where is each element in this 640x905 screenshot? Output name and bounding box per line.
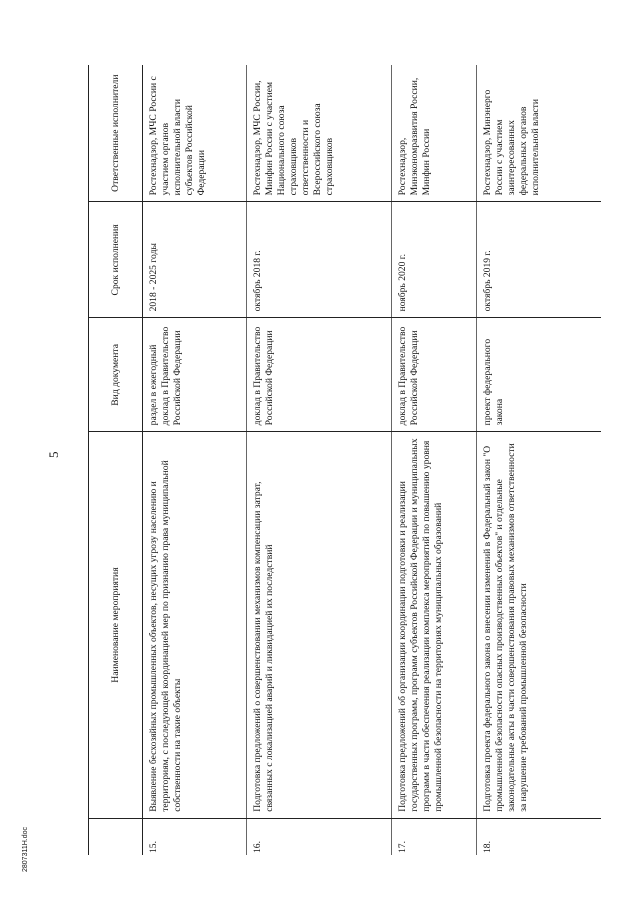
document-type: проект федерального закона [477,318,602,432]
measure-name: Подготовка предложений о совершенствовании механизмов компенсации затрат, связанных с локализацией аварий и ликвидацией их последствий [247,432,392,818]
table-row [392,65,477,855]
header-document-type: Вид документа [89,318,143,432]
header-number [89,818,143,855]
page-number: 5 [46,451,61,458]
document-type: доклад в Правительство Российской Федерации [392,318,477,432]
table-row [143,65,247,855]
measure-name: Выявление бесхозяйных промышленных объектов, несущих угрозу населению и территориям, с последующей координацией мер по признанию права муниципальной собственности на такие объекты [143,432,247,818]
header-responsible: Ответственные исполнители [89,65,143,202]
measure-name: Подготовка проекта федерального закона о внесении изменений в Федеральный закон "О промышленной безопасности опасных производственных объектов" и отдельные законодательные акты в части совершенствования правовых механизмов ответственности за нарушение требований промышленной безопасности [477,432,602,818]
document-type: доклад в Правительство Российской Федерации [247,318,392,432]
header-deadline: Срок исполнения [89,202,143,318]
row-number: 18. [477,818,602,855]
deadline: октябрь 2019 г. [477,202,602,318]
responsible: Ростехнадзор, МЧС России, Минфин России с участием Национального союза страховщиков ответственности и Всероссийского союза страховщиков [247,65,392,202]
table-row [247,65,392,855]
document-type: раздел в ежегодный доклад в Правительство Российской Федерации [143,318,247,432]
measures-table [88,65,601,855]
responsible: Ростехнадзор, МЧС России с участием органов исполнительной власти субъектов Российской Федерации [143,65,247,202]
table-header-row [89,65,143,855]
deadline: октябрь 2018 г. [247,202,392,318]
document-file-code: 2807311H.doc [22,826,29,872]
deadline: 2018 - 2025 годы [143,202,247,318]
header-measure-name: Наименование мероприятия [89,432,143,818]
measure-name: Подготовка предложений об организации координации подготовки и реализации государственных программ, программ субъектов Российской Федерации и муниципальных программ в части обеспечения реализации комплекса мероприятий по повышению уровня промышленной безопасности на территориях муниципальных образований [392,432,477,818]
table-row [477,65,602,855]
responsible: Ростехнадзор, Минэкономразвития России, Минфин России [392,65,477,202]
responsible: Ростехнадзор, Минэнерго России с участием заинтересованных федеральных органов исполнительной власти [477,65,602,202]
row-number: 16. [247,818,392,855]
rotated-table-container [88,65,608,855]
deadline: ноябрь 2020 г. [392,202,477,318]
row-number: 15. [148,841,159,853]
row-number: 17. [392,818,477,855]
